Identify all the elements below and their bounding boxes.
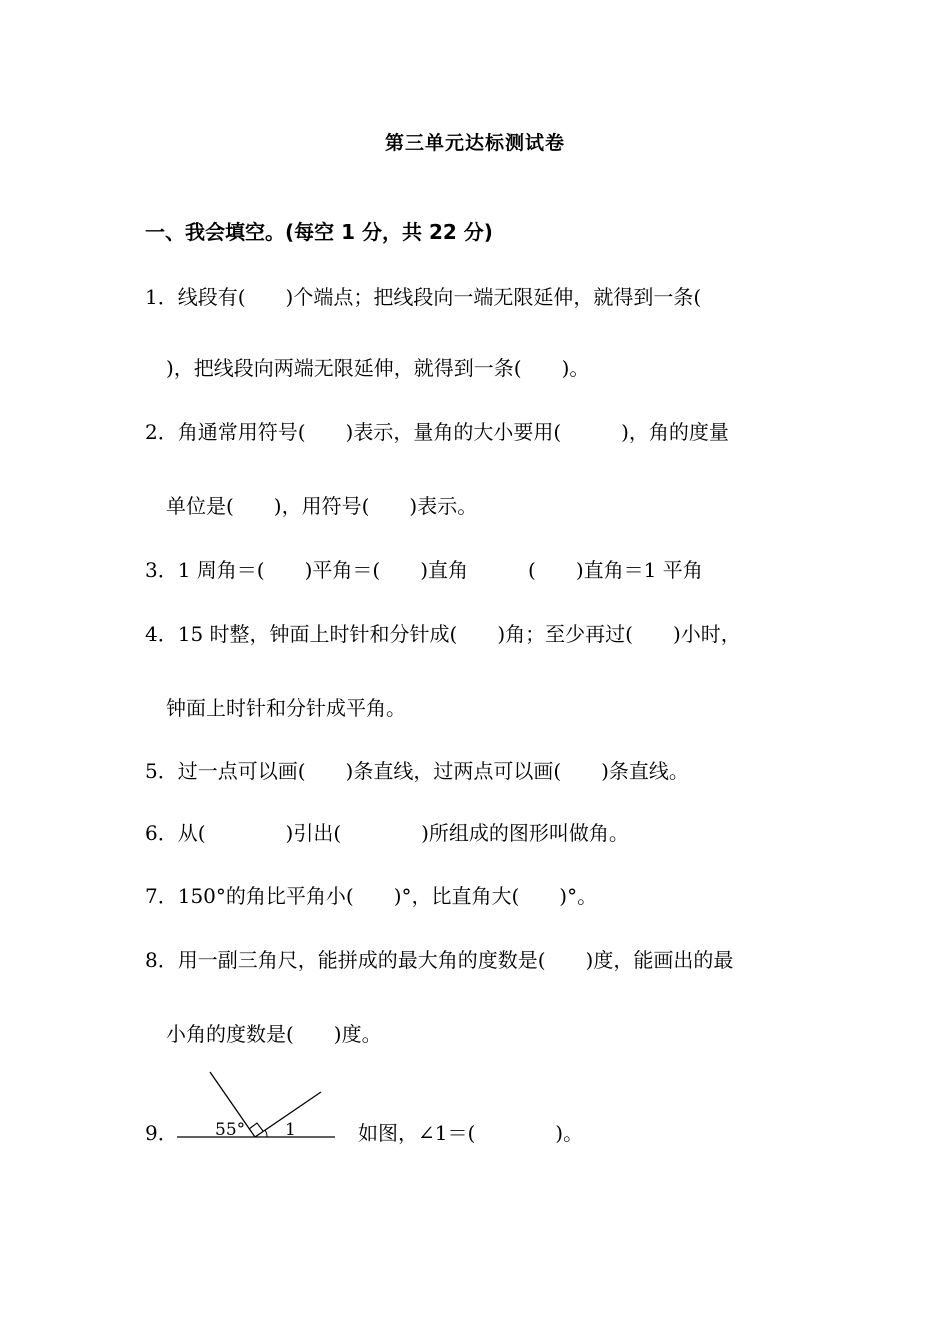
question-7: 7．150°的角比平角小( )°，比直角大( )°。 — [145, 884, 598, 908]
question-9-text: 如图，∠1＝( )。 — [358, 1121, 584, 1145]
angle-1-label: 1 — [285, 1120, 296, 1140]
angle-55-label: 55° — [215, 1120, 246, 1140]
question-4-line-2: 钟面上时针和分针成平角。 — [166, 696, 406, 720]
question-8-line-1: 8．用一副三角尺，能拼成的最大角的度数是( )度，能画出的最 — [145, 948, 734, 972]
question-9-number: 9． — [145, 1121, 178, 1145]
right-angle-mark — [249, 1123, 263, 1131]
section-heading: 一、我会填空。(每空 1 分，共 22 分) — [145, 220, 493, 244]
angle-figure — [175, 1068, 345, 1148]
question-5: 5．过一点可以画( )条直线，过两点可以画( )条直线。 — [145, 759, 689, 783]
angle-1-arc — [265, 1130, 267, 1137]
question-2-line-2: 单位是( )，用符号( )表示。 — [166, 494, 478, 518]
question-1-line-1: 1．线段有( )个端点；把线段向一端无限延伸，就得到一条( — [145, 285, 702, 309]
question-1-line-2: )，把线段向两端无限延伸，就得到一条( )。 — [166, 356, 590, 380]
question-2-line-1: 2．角通常用符号( )表示，量角的大小要用( )，角的度量 — [145, 420, 729, 444]
question-6: 6．从( )引出( )所组成的图形叫做角。 — [145, 821, 629, 845]
page-title: 第三单元达标测试卷 — [384, 132, 565, 154]
question-4-line-1: 4．15 时整，钟面上时针和分针成( )角；至少再过( )小时， — [145, 622, 741, 646]
question-8-line-2: 小角的度数是( )度。 — [166, 1022, 382, 1046]
question-3: 3．1 周角＝( )平角＝( )直角 ( )直角＝1 平角 — [145, 558, 703, 582]
